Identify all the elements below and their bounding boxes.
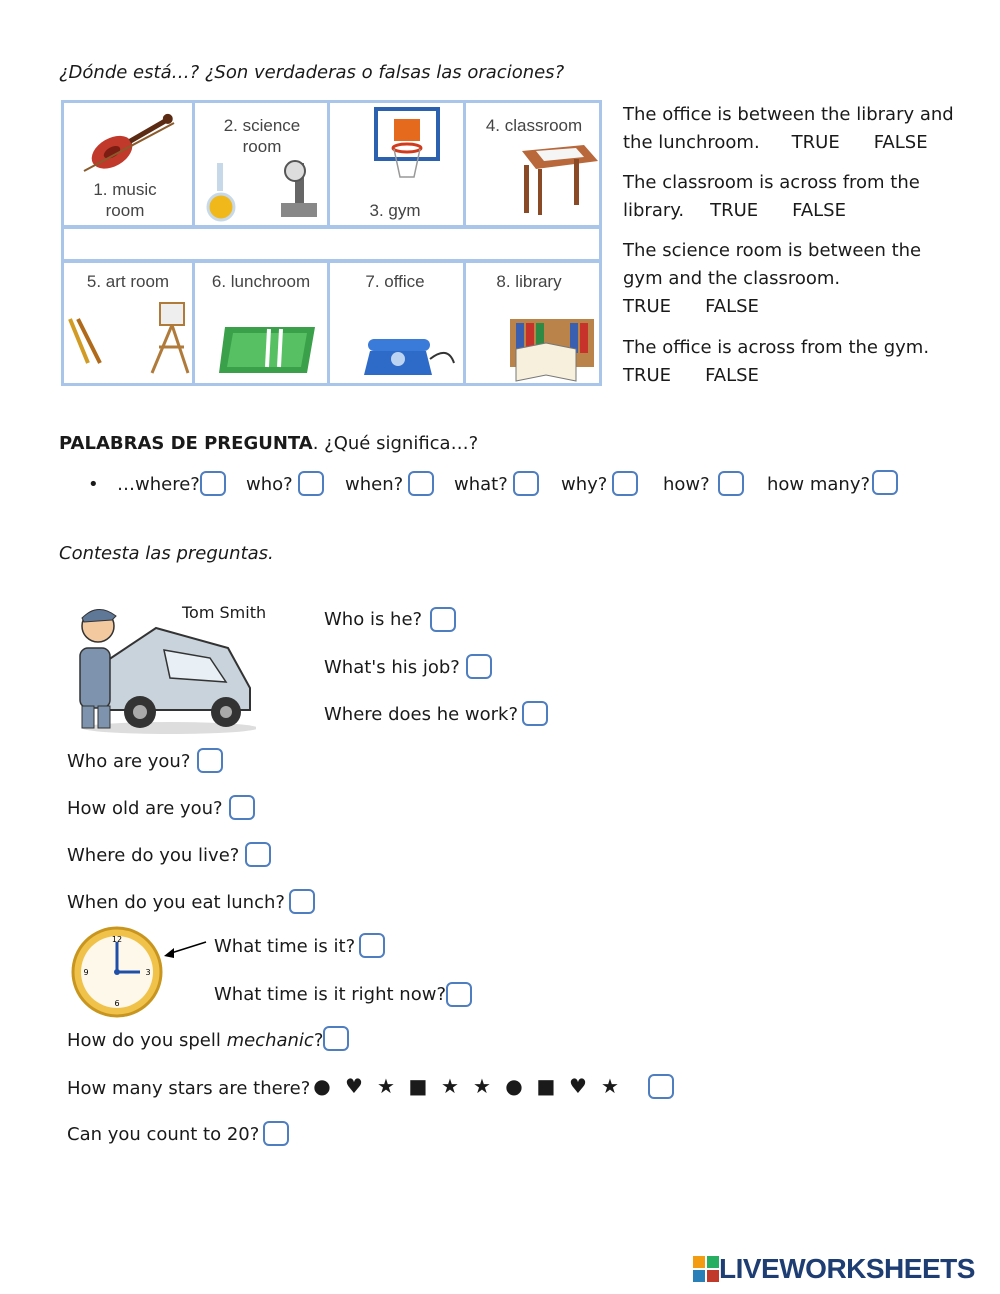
word-how-many: how many? <box>767 474 871 495</box>
lunch-tray-icon <box>195 263 327 383</box>
statement-1-line2: the lunchroom. <box>623 132 760 153</box>
statement-4 <box>623 334 929 390</box>
symbol-star-icon: ★ <box>601 1074 619 1098</box>
answer-box-his-job[interactable] <box>466 654 492 679</box>
hallway <box>64 229 599 259</box>
logo-grid-icon <box>693 1256 719 1282</box>
answer-box-who-is-he[interactable] <box>430 607 456 632</box>
symbol-circle-icon: ● <box>313 1074 331 1098</box>
liveworksheets-logo <box>693 1253 975 1285</box>
answer-box-who-are-you[interactable] <box>197 748 223 773</box>
map-room-art <box>64 263 192 383</box>
question-where-work: Where does he work? <box>324 704 519 725</box>
symbol-heart-icon: ♥ <box>345 1074 363 1098</box>
answer-box-who[interactable] <box>298 471 324 496</box>
question-when-lunch: When do you eat lunch? <box>67 892 285 913</box>
question-where-live: Where do you live? <box>67 845 240 866</box>
desk-icon <box>466 103 599 225</box>
symbol-star-icon: ★ <box>473 1074 491 1098</box>
statement-2-false[interactable]: FALSE <box>792 200 846 221</box>
mechanic-name: Tom Smith <box>182 603 267 622</box>
answer-box-how-old[interactable] <box>229 795 255 820</box>
answer-box-what-time[interactable] <box>359 933 385 958</box>
symbol-row <box>306 1074 626 1098</box>
answer-box-count-20[interactable] <box>263 1121 289 1146</box>
question-what-time: What time is it? <box>214 936 356 957</box>
statement-3 <box>623 237 921 321</box>
answer-box-when-lunch[interactable] <box>289 889 315 914</box>
symbol-star-icon: ★ <box>377 1074 395 1098</box>
answer-box-what[interactable] <box>513 471 539 496</box>
easel-brushes-icon <box>64 263 192 383</box>
room-label-lunchroom: 6. lunchroom <box>211 272 311 291</box>
symbol-square-icon: ■ <box>408 1074 428 1098</box>
statement-1-false[interactable]: FALSE <box>873 132 928 153</box>
question-spell-word: mechanic <box>226 1030 314 1051</box>
telephone-icon <box>330 263 463 383</box>
statement-3-line1: The science room is between the <box>623 240 922 261</box>
answer-box-stars[interactable] <box>648 1074 674 1099</box>
map-room-classroom <box>466 103 599 225</box>
section1-heading: ¿Dónde está…? ¿Son verdaderas o falsas las oraciones? <box>59 62 565 83</box>
statement-4-false[interactable]: FALSE <box>705 365 759 386</box>
answer-box-why[interactable] <box>612 471 638 496</box>
statement-4-line1: The office is across from the gym. <box>623 337 930 358</box>
question-who-are-you: Who are you? <box>67 751 191 772</box>
map-room-science <box>195 103 327 225</box>
question-his-job: What's his job? <box>324 657 460 678</box>
section2-title-bold: PALABRAS DE PREGUNTA <box>59 433 313 454</box>
room-label-library: 8. library <box>496 272 562 291</box>
statement-1 <box>623 101 954 157</box>
symbol-square-icon: ■ <box>536 1074 556 1098</box>
svg-text:6: 6 <box>114 999 120 1008</box>
svg-text:9: 9 <box>83 968 89 977</box>
statement-2-line1: The classroom is across from the <box>623 172 920 193</box>
room-label-office: 7. office <box>365 272 425 291</box>
clock-icon <box>70 925 164 1019</box>
section2-title-rest: . ¿Qué significa…? <box>312 433 479 454</box>
school-map <box>61 100 602 386</box>
svg-text:12: 12 <box>111 935 123 944</box>
map-room-library <box>466 263 599 383</box>
word-who: who? <box>246 474 293 495</box>
room-label-music: 1. music room <box>93 180 157 220</box>
symbol-heart-icon: ♥ <box>569 1074 587 1098</box>
flask-microscope-icon <box>195 103 327 225</box>
word-where: …where? <box>117 474 200 495</box>
answer-box-where-live[interactable] <box>245 842 271 867</box>
statement-2-true[interactable]: TRUE <box>710 200 759 221</box>
word-when: when? <box>345 474 404 495</box>
statement-2 <box>623 169 920 225</box>
question-count-20: Can you count to 20? <box>67 1124 260 1145</box>
symbol-circle-icon: ● <box>505 1074 523 1098</box>
statement-3-false[interactable]: FALSE <box>705 296 759 317</box>
symbol-star-icon: ★ <box>441 1074 459 1098</box>
map-room-gym <box>330 103 463 225</box>
answer-box-how-many[interactable] <box>872 470 898 495</box>
question-spell-suffix: ? <box>313 1030 324 1051</box>
question-how-many-stars: How many stars are there? <box>67 1078 311 1099</box>
answer-box-time-now[interactable] <box>446 982 472 1007</box>
statement-1-true[interactable]: TRUE <box>791 132 840 153</box>
question-time-now: What time is it right now? <box>214 984 446 1005</box>
logo-text: LIVEWORKSHEETS <box>719 1253 975 1284</box>
word-what: what? <box>454 474 508 495</box>
answer-box-where-work[interactable] <box>522 701 548 726</box>
section2-title <box>59 433 478 454</box>
map-room-lunchroom <box>195 263 327 383</box>
answer-box-where[interactable] <box>200 471 226 496</box>
answer-box-spell[interactable] <box>323 1026 349 1051</box>
question-spell <box>67 1030 323 1051</box>
statement-2-line2: library. <box>623 200 685 221</box>
statement-3-line2: gym and the classroom. <box>623 268 841 289</box>
question-how-old: How old are you? <box>67 798 223 819</box>
question-spell-prefix: How do you spell <box>67 1030 227 1051</box>
arrow-icon <box>160 938 210 962</box>
room-label-classroom: 4. classroom <box>485 116 583 135</box>
statement-4-true[interactable]: TRUE <box>623 365 672 386</box>
room-label-science: 2. science room <box>223 116 301 156</box>
statement-1-line1: The office is between the library and <box>623 104 954 125</box>
statement-3-true[interactable]: TRUE <box>623 296 672 317</box>
room-label-art: 5. art room <box>86 272 170 291</box>
section3-heading: Contesta las preguntas. <box>59 543 274 564</box>
svg-text:3: 3 <box>145 968 151 977</box>
answer-box-when[interactable] <box>408 471 434 496</box>
word-how: how? <box>663 474 710 495</box>
room-label-gym: 3. gym <box>369 201 421 220</box>
question-who-is-he: Who is he? <box>324 609 423 630</box>
bullet-icon: • <box>88 474 99 495</box>
answer-box-how[interactable] <box>718 471 744 496</box>
books-icon <box>466 263 599 383</box>
map-room-music <box>64 103 192 225</box>
map-room-office <box>330 263 463 383</box>
word-why: why? <box>561 474 608 495</box>
